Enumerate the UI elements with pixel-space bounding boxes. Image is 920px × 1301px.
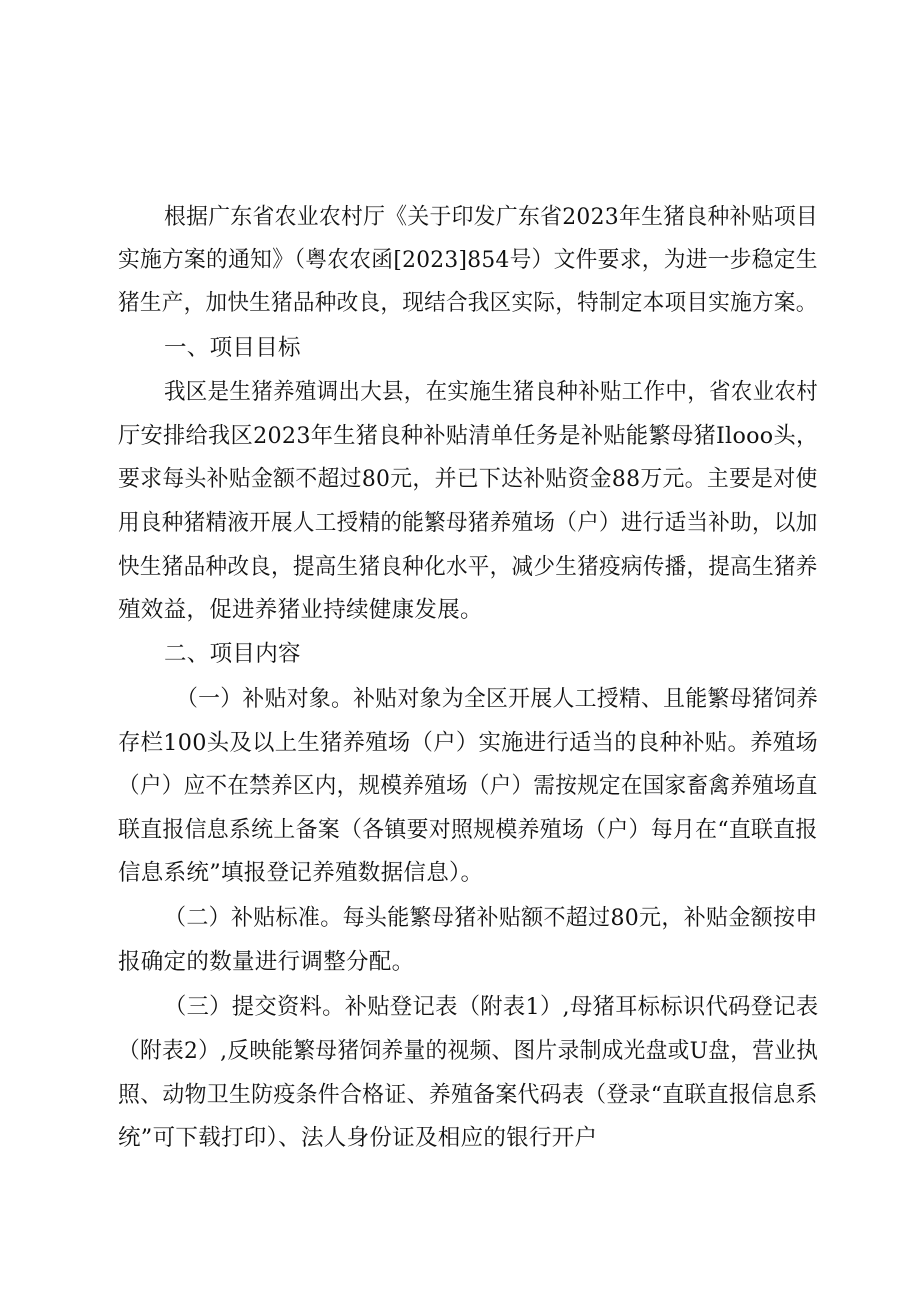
paragraph-subsidy-standard-line-1: （二）补贴标准。每头能繁母猪补贴额不超过80元，补贴金额按申: [164, 905, 818, 931]
paragraph-documents-line-1: （三）提交资料。补贴登记表（附表1）,母猪耳标标识代码登记表: [164, 994, 819, 1020]
paragraph-intro-line-2: 实施方案的通知》（粤农农函[2023]854号）文件要求，为进一步稳定生: [118, 247, 818, 273]
paragraph-documents-line-3: 照、动物卫生防疫条件合格证、养殖备案代码表（登录“直联直报信息系: [118, 1082, 818, 1108]
paragraph-goal-line-1: 我区是生猪养殖调出大县，在实施生猪良种补贴工作中，省农业农村: [164, 379, 819, 405]
paragraph-goal-line-2: 厅安排给我区2023年生猪良种补贴清单任务是补贴能繁母猪Ilooo头，: [118, 423, 819, 449]
paragraph-goal-line-5: 快生猪品种改良，提高生猪良种化水平，减少生猪疫病传播，提高生猪养: [118, 554, 818, 580]
paragraph-goal-line-3: 要求每头补贴金额不超过80元，并已下达补贴资金88万元。主要是对使: [118, 466, 818, 492]
section-heading-goal: 一、项目目标: [164, 335, 301, 361]
paragraph-documents-line-2: （附表2）,反映能繁母猪饲养量的视频、图片录制成光盘或U盘，营业执: [118, 1038, 819, 1064]
paragraph-intro-line-3: 猪生产，加快生猪品种改良，现结合我区实际，特制定本项目实施方案。: [118, 290, 818, 316]
paragraph-documents-line-4: 统”可下载打印）、法人身份证及相应的银行开户: [118, 1125, 598, 1151]
paragraph-intro-line-1: 根据广东省农业农村厅《关于印发广东省2023年生猪良种补贴项目: [164, 204, 819, 230]
paragraph-subsidy-target-line-4: 联直报信息系统上备案（各镇要对照规模养殖场（户）每月在“直联直报: [118, 817, 818, 843]
paragraph-subsidy-target-line-3: （户）应不在禁养区内，规模养殖场（户）需按规定在国家畜禽养殖场直: [118, 773, 818, 799]
paragraph-subsidy-target-line-2: 存栏100头及以上生猪养殖场（户）实施进行适当的良种补贴。养殖场: [118, 730, 819, 756]
paragraph-subsidy-standard-line-2: 报确定的数量进行调整分配。: [118, 949, 415, 975]
paragraph-goal-line-6: 殖效益，促进养猪业持续健康发展。: [118, 597, 483, 623]
paragraph-subsidy-target-line-1: （一）补贴对象。补贴对象为全区开展人工授精、且能繁母猪饲养: [176, 686, 819, 712]
paragraph-goal-line-4: 用良种猪精液开展人工授精的能繁母猪养殖场（户）进行适当补助，以加: [118, 510, 818, 536]
section-heading-content: 二、项目内容: [164, 641, 301, 667]
paragraph-subsidy-target-line-5: 信息系统”填报登记养殖数据信息）。: [118, 860, 484, 886]
